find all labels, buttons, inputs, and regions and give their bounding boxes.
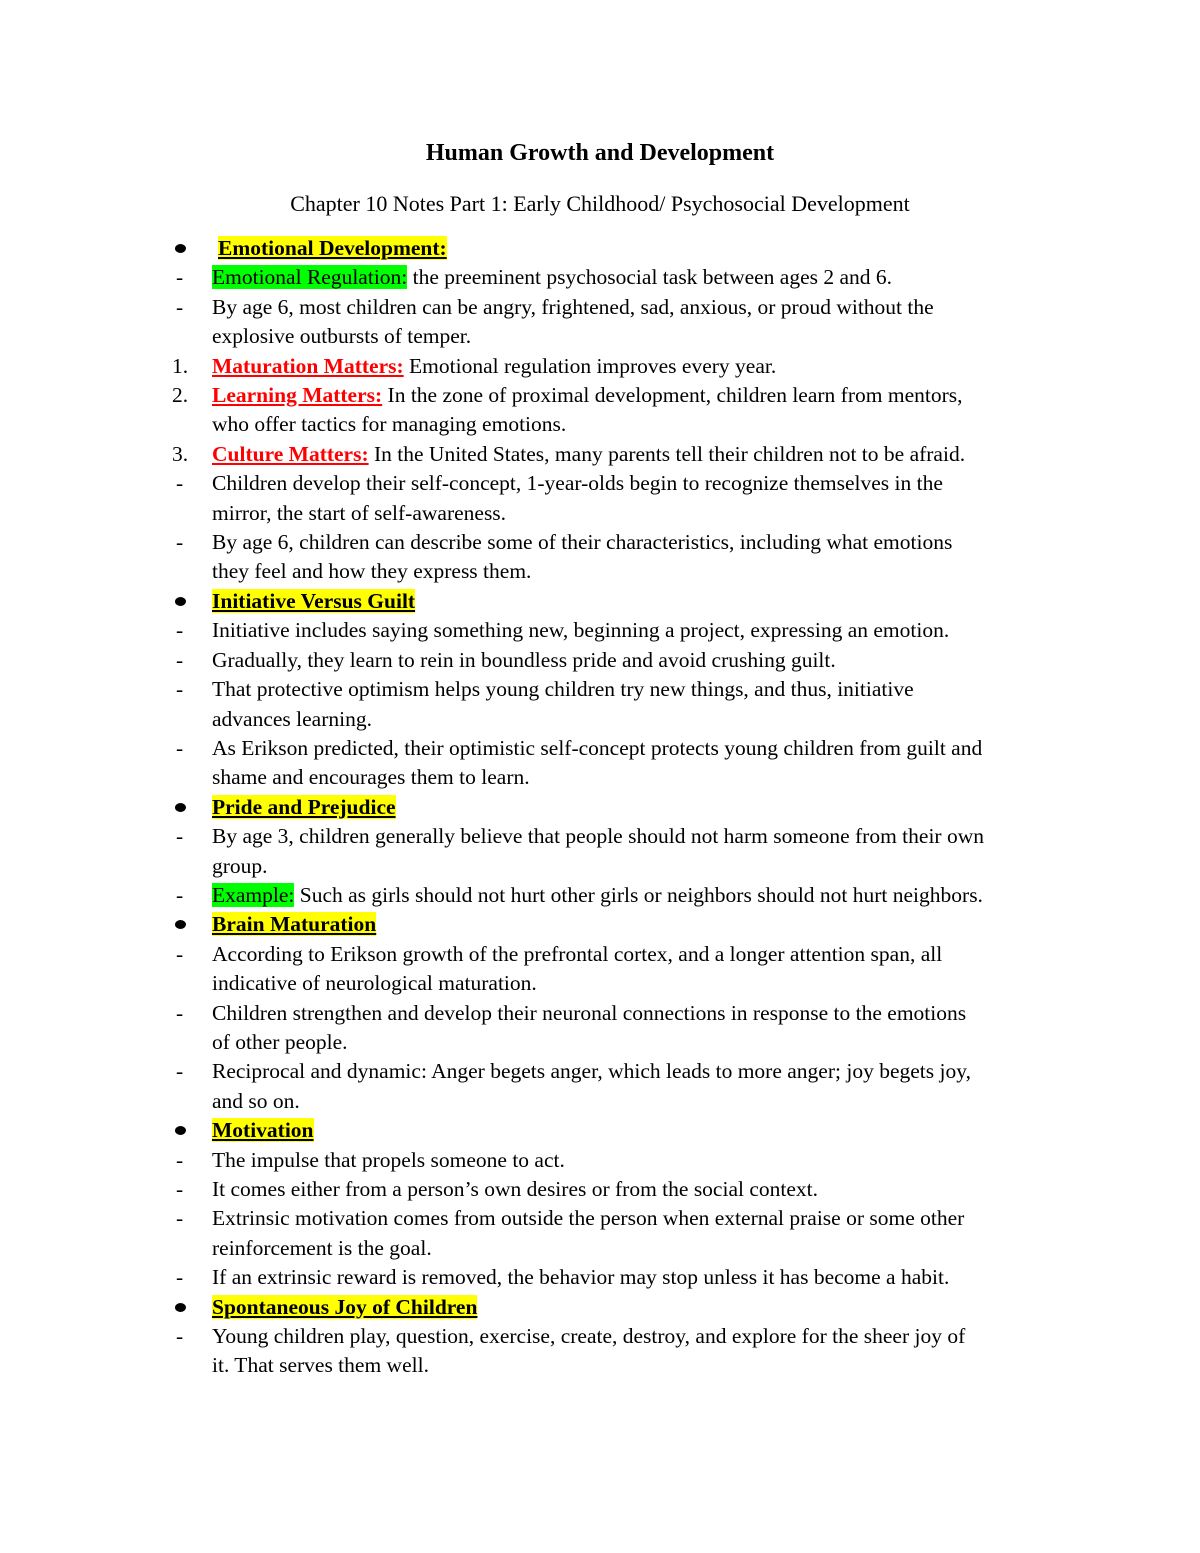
- dash-marker: -: [176, 1177, 184, 1201]
- number-marker: 2.: [172, 383, 189, 408]
- dash-marker: -: [176, 1147, 184, 1172]
- list-item: [172, 528, 1072, 587]
- item-text: mirror, the start of self-awareness.: [212, 500, 507, 525]
- dash-marker: -: [176, 677, 184, 702]
- dash-marker: -: [176, 294, 184, 319]
- dash-marker: -: [176, 1206, 184, 1231]
- heading-text: Motivation: [212, 1118, 314, 1143]
- number-marker: 3.: [172, 441, 189, 466]
- item-text: By age 6, most children can be angry, frightened, sad, anxious, or proud without the: [212, 294, 934, 319]
- item-text: Emotional regulation improves every year.: [403, 353, 777, 378]
- item-text: who offer tactics for managing emotions.: [212, 412, 567, 437]
- list-item: [172, 616, 1072, 645]
- dash-marker: -: [176, 824, 184, 849]
- item-text: group.: [212, 853, 268, 878]
- item-text: In the United States, many parents tell their children not to be afraid.: [368, 441, 966, 466]
- list-item: [172, 263, 1072, 292]
- document-subtitle: Chapter 10 Notes Part 1: Early Childhood/ Psychosocial Development: [290, 191, 910, 216]
- item-text: Children develop their self-concept, 1-year-olds begin to recognize themselves in the: [212, 471, 943, 496]
- term-highlight: Example:: [212, 882, 295, 907]
- item-text: Children strengthen and develop their neuronal connections in response to the emotions: [212, 1000, 967, 1025]
- dash-marker: -: [176, 647, 184, 672]
- dash-marker: -: [176, 1000, 184, 1025]
- section-heading-pride: [172, 793, 1072, 822]
- dash-marker: -: [176, 941, 184, 966]
- item-text: it. That serves them well.: [212, 1353, 429, 1378]
- section-heading-initiative: [172, 587, 1072, 616]
- dash-marker: -: [176, 1324, 184, 1349]
- bullet-icon: [175, 1303, 186, 1312]
- list-item: [172, 822, 1072, 881]
- bullet-icon: [175, 244, 186, 253]
- item-text: In the zone of proximal development, children learn from mentors,: [382, 383, 963, 408]
- numbered-item: [172, 381, 1072, 440]
- heading-text: Pride and Prejudice: [212, 794, 396, 819]
- dash-marker: -: [176, 1059, 184, 1084]
- item-text: By age 3, children generally believe that people should not harm someone from their own: [212, 824, 984, 849]
- item-text: As Erikson predicted, their optimistic self-concept protects young children from guilt and: [212, 735, 983, 760]
- bullet-icon: [175, 1126, 186, 1135]
- section-heading-emotional: [172, 234, 1072, 263]
- item-text: Young children play, question, exercise, create, destroy, and explore for the sheer joy of: [212, 1324, 966, 1349]
- item-text: It comes either from a person’s own desires or from the social context.: [212, 1177, 818, 1201]
- dash-marker: -: [176, 618, 184, 643]
- dash-marker: -: [176, 882, 184, 907]
- dash-marker: -: [176, 265, 184, 290]
- list-item: [172, 646, 1072, 675]
- numbered-item: [172, 440, 1072, 469]
- section-heading-brain: [172, 910, 1072, 939]
- item-text: advances learning.: [212, 706, 372, 731]
- list-item: [172, 1146, 1072, 1175]
- item-text: Reciprocal and dynamic: Anger begets anger, which leads to more anger; joy begets joy,: [212, 1059, 971, 1084]
- dash-marker: -: [176, 1265, 184, 1290]
- number-marker: 1.: [172, 353, 189, 378]
- item-text: of other people.: [212, 1029, 348, 1054]
- item-text: and so on.: [212, 1088, 300, 1113]
- item-text: The impulse that propels someone to act.: [212, 1147, 565, 1172]
- item-text: That protective optimism helps young children try new things, and thus, initiative: [212, 677, 914, 702]
- item-text: indicative of neurological maturation.: [212, 971, 537, 996]
- heading-text: Spontaneous Joy of Children: [212, 1294, 478, 1319]
- list-item: [172, 734, 1072, 793]
- term-red: Culture Matters:: [212, 441, 369, 466]
- list-item: [172, 1322, 1072, 1381]
- list-item: [172, 1057, 1072, 1116]
- notes-body: [172, 234, 1072, 1381]
- bullet-icon: [175, 803, 186, 812]
- item-text: shame and encourages them to learn.: [212, 765, 530, 790]
- list-item: [172, 469, 1072, 528]
- document-title: Human Growth and Development: [425, 140, 775, 166]
- item-text: If an extrinsic reward is removed, the behavior may stop unless it has become a habit.: [212, 1265, 950, 1290]
- term-red: Maturation Matters:: [212, 353, 404, 378]
- list-item: [172, 940, 1072, 999]
- dash-marker: -: [176, 471, 184, 496]
- list-item: [172, 1204, 1072, 1263]
- bullet-icon: [175, 920, 186, 929]
- bullet-icon: [175, 597, 186, 606]
- item-text: they feel and how they express them.: [212, 559, 532, 584]
- list-item: [172, 675, 1072, 734]
- item-text: Initiative includes saying something new, beginning a project, expressing an emotion.: [212, 618, 950, 643]
- numbered-item: [172, 352, 1072, 381]
- term-highlight: Emotional Regulation:: [212, 265, 408, 290]
- heading-text: Initiative Versus Guilt: [212, 588, 416, 613]
- list-item: [172, 881, 1072, 910]
- dash-marker: -: [176, 530, 184, 555]
- section-heading-joy: [172, 1293, 1072, 1322]
- item-text: By age 6, children can describe some of their characteristics, including what emotions: [212, 530, 953, 555]
- list-item: [172, 999, 1072, 1058]
- list-item: [172, 1175, 1072, 1204]
- dash-marker: -: [176, 735, 184, 760]
- term-red: Learning Matters:: [212, 383, 383, 408]
- item-text: Extrinsic motivation comes from outside the person when external praise or some other: [212, 1206, 965, 1231]
- item-text: explosive outbursts of temper.: [212, 324, 472, 349]
- section-heading-motivation: [172, 1116, 1072, 1145]
- item-text: Gradually, they learn to rein in boundless pride and avoid crushing guilt.: [212, 647, 836, 672]
- list-item: [172, 1263, 1072, 1292]
- item-text: According to Erikson growth of the prefrontal cortex, and a longer attention span, all: [212, 941, 943, 966]
- item-text: the preeminent psychosocial task between ages 2 and 6.: [407, 265, 893, 290]
- heading-text: Brain Maturation: [212, 912, 377, 937]
- item-text: Such as girls should not hurt other girls or neighbors should not hurt neighbors.: [294, 882, 983, 907]
- list-item: [172, 293, 1072, 352]
- item-text: reinforcement is the goal.: [212, 1235, 432, 1260]
- heading-text: Emotional Development:: [218, 236, 447, 260]
